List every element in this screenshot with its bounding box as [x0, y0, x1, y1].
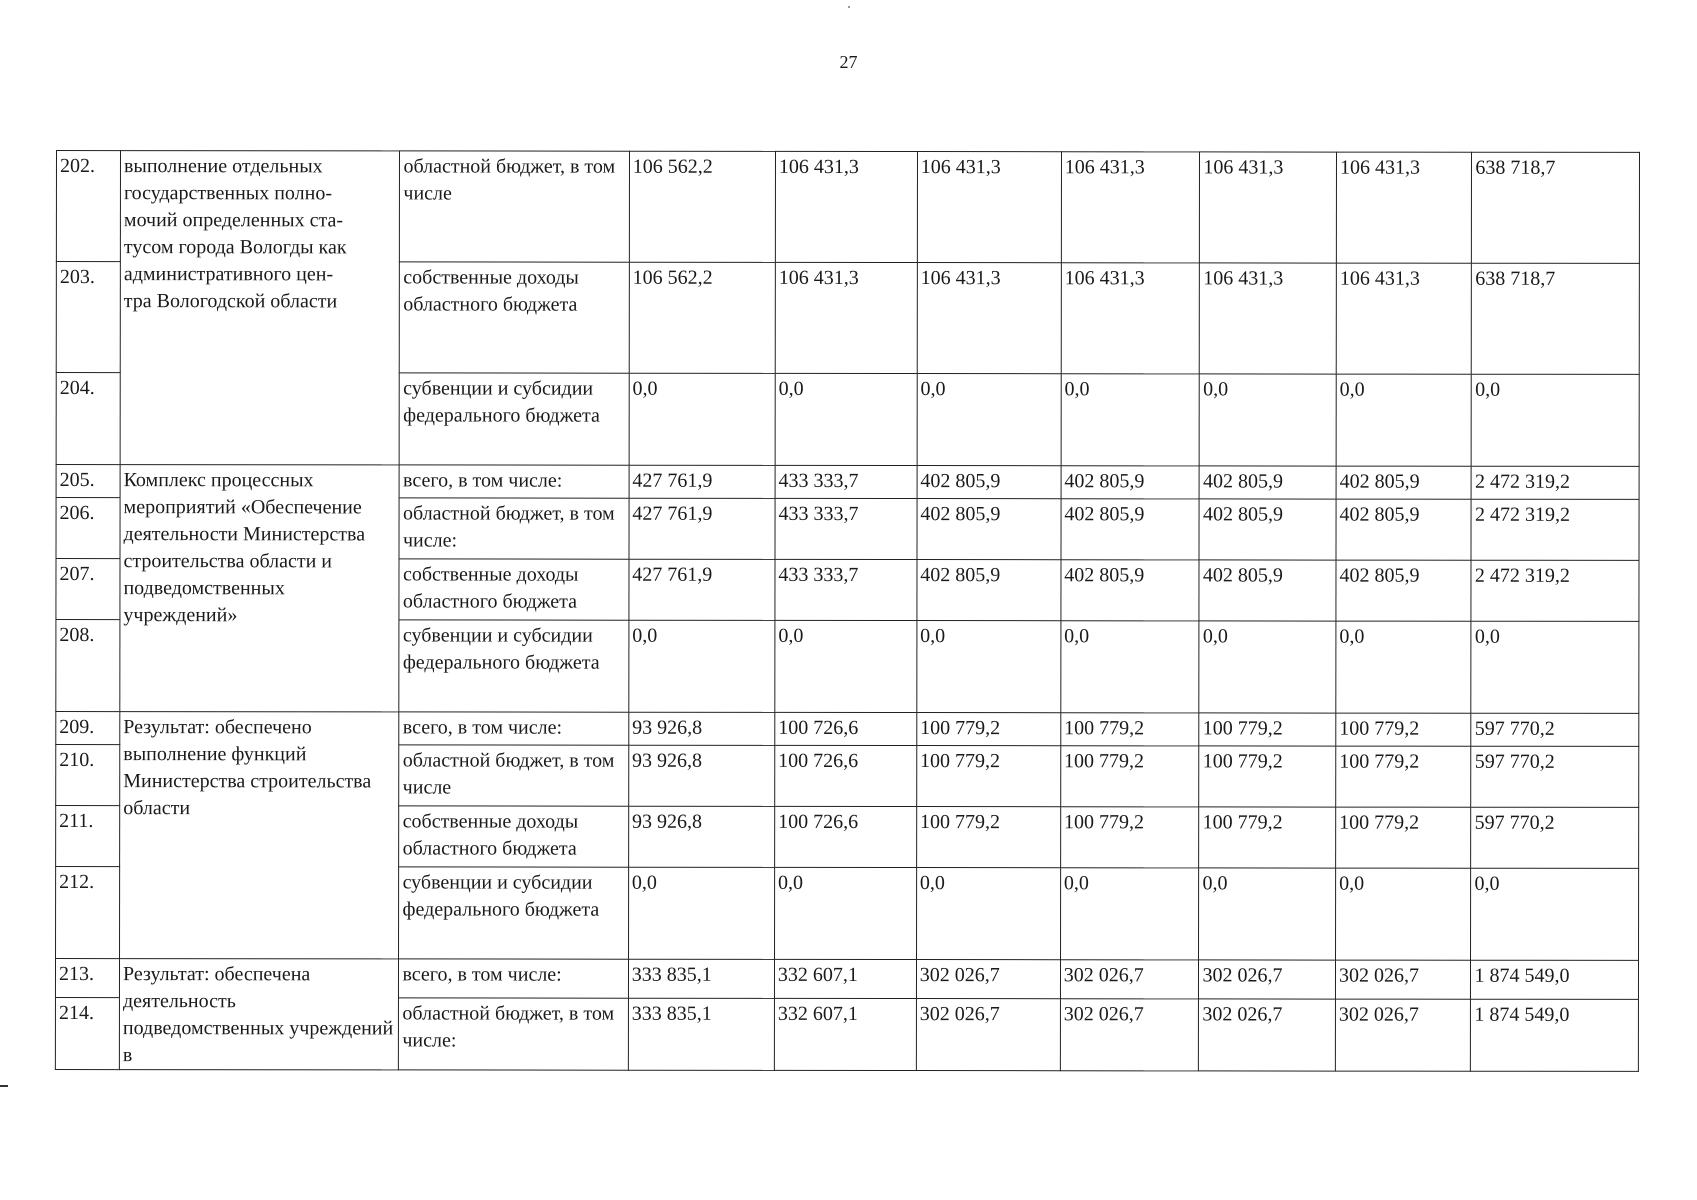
item-description	[120, 151, 400, 465]
value-cell: 0,0	[1335, 868, 1471, 960]
row-number: 205.	[56, 465, 120, 498]
funding-source: областной бюджет, в том числе	[400, 151, 629, 262]
value-cell: 402 805,9	[1336, 560, 1472, 621]
funding-source: всего, в том числе:	[399, 712, 628, 745]
funding-source: собственные доходы областного бюджета	[399, 559, 628, 620]
value-cell: 0,0	[917, 621, 1061, 713]
value-cell: 333 835,1	[628, 998, 774, 1070]
description-line: государственных полно-	[123, 182, 333, 205]
total-cell: 2 472 319,2	[1471, 560, 1639, 621]
value-cell: 402 805,9	[1336, 466, 1472, 499]
item-description: Комплекс процессных мероприятий «Обеспечение деятельности Министерства строительства области и подведомственных учреждений»	[120, 465, 400, 712]
value-cell: 100 726,6	[775, 806, 917, 867]
value-cell: 100 779,2	[1199, 713, 1336, 746]
total-cell: 597 770,2	[1471, 713, 1639, 746]
funding-source: собственные доходы областного бюджета	[399, 806, 628, 867]
value-cell: 0,0	[775, 373, 917, 465]
row-number: 203.	[56, 262, 120, 373]
row-number: 202.	[56, 151, 120, 262]
value-cell: 402 805,9	[1199, 560, 1336, 621]
value-cell: 427 761,9	[629, 559, 775, 620]
table-row	[56, 465, 1639, 500]
value-cell: 402 805,9	[1061, 499, 1200, 560]
funding-source: всего, в том числе:	[399, 959, 628, 998]
scan-margin-mark	[0, 1085, 8, 1087]
value-cell: 100 779,2	[1336, 807, 1472, 868]
value-cell: 0,0	[1061, 374, 1200, 466]
value-cell: 106 431,3	[1200, 152, 1337, 263]
value-cell: 106 562,2	[629, 262, 775, 373]
value-cell: 302 026,7	[1335, 999, 1471, 1071]
value-cell: 100 779,2	[1336, 746, 1472, 807]
value-cell: 0,0	[1199, 621, 1336, 713]
value-cell: 100 779,2	[917, 713, 1061, 746]
table-row	[56, 151, 1639, 264]
row-number: 210.	[56, 745, 120, 806]
value-cell: 100 779,2	[1060, 807, 1199, 868]
row-number: 208.	[56, 620, 120, 712]
funding-source: областной бюджет, в том числе:	[399, 498, 628, 559]
funding-source: собственные доходы областного бюджета	[400, 262, 629, 373]
description-line: выполнение отдельных	[123, 155, 323, 178]
description-line: мочий определенных ста-	[123, 209, 344, 232]
value-cell: 332 607,1	[774, 998, 916, 1070]
value-cell: 100 726,6	[775, 745, 917, 806]
value-cell: 427 761,9	[629, 498, 775, 559]
total-cell: 1 874 549,0	[1471, 999, 1639, 1071]
value-cell: 0,0	[628, 867, 774, 959]
value-cell: 106 431,3	[1061, 152, 1200, 263]
value-cell: 0,0	[629, 373, 775, 465]
value-cell: 100 779,2	[1061, 713, 1200, 746]
description-line: административного цен-	[123, 263, 334, 286]
value-cell: 100 779,2	[1060, 746, 1199, 807]
value-cell: 402 805,9	[1200, 466, 1337, 499]
value-cell: 333 835,1	[628, 959, 774, 998]
value-cell: 100 726,6	[775, 712, 917, 745]
value-cell: 0,0	[775, 620, 917, 712]
value-cell: 100 779,2	[1199, 746, 1336, 807]
value-cell: 106 431,3	[775, 151, 917, 262]
total-cell: 597 770,2	[1471, 746, 1639, 807]
description-line: тра Вологодской области	[123, 290, 338, 313]
funding-source: областной бюджет, в том числе:	[399, 998, 628, 1070]
value-cell: 302 026,7	[1060, 960, 1199, 999]
total-cell: 1 874 549,0	[1471, 960, 1639, 999]
value-cell: 106 431,3	[1336, 152, 1472, 263]
table-row	[55, 959, 1638, 1000]
description-line: тусом города Вологды как	[123, 236, 347, 259]
value-cell: 427 761,9	[629, 465, 775, 498]
value-cell: 0,0	[916, 868, 1060, 960]
value-cell: 433 333,7	[775, 498, 917, 559]
scan-dot	[848, 6, 850, 8]
row-number: 204.	[56, 373, 120, 465]
total-cell: 638 718,7	[1472, 263, 1640, 374]
value-cell: 402 805,9	[917, 560, 1061, 621]
funding-source: субвенции и субсидии федерального бюджета	[399, 867, 628, 959]
value-cell: 402 805,9	[1061, 466, 1200, 499]
item-description: Результат: обеспечено выполнение функций Министерства строительства области	[120, 712, 400, 959]
value-cell: 0,0	[917, 374, 1061, 466]
value-cell: 0,0	[1199, 868, 1336, 960]
value-cell: 433 333,7	[775, 559, 917, 620]
value-cell: 302 026,7	[916, 960, 1060, 999]
value-cell: 93 926,8	[628, 745, 774, 806]
value-cell: 302 026,7	[1199, 960, 1336, 999]
value-cell: 302 026,7	[1199, 999, 1336, 1071]
value-cell: 100 779,2	[1336, 713, 1472, 746]
value-cell: 332 607,1	[774, 959, 916, 998]
value-cell: 0,0	[1336, 621, 1472, 713]
item-description: Результат: обеспечена деятельность подведомственных учреждений в	[119, 959, 399, 1070]
value-cell: 0,0	[774, 867, 916, 959]
total-cell: 597 770,2	[1471, 807, 1639, 868]
funding-source: субвенции и субсидии федерального бюджета	[400, 373, 629, 465]
funding-source: областной бюджет, в том числе	[399, 745, 628, 806]
funding-source: субвенции и субсидии федерального бюджета	[399, 620, 628, 712]
value-cell: 0,0	[1061, 621, 1200, 713]
value-cell: 433 333,7	[775, 465, 917, 498]
value-cell: 402 805,9	[917, 466, 1061, 499]
value-cell: 106 431,3	[917, 152, 1061, 263]
value-cell: 106 431,3	[1336, 263, 1472, 374]
total-cell: 2 472 319,2	[1471, 499, 1639, 560]
budget-table	[55, 150, 1640, 1072]
value-cell: 106 562,2	[629, 151, 775, 262]
total-cell: 2 472 319,2	[1472, 466, 1640, 499]
value-cell: 93 926,8	[628, 806, 774, 867]
row-number: 207.	[56, 559, 120, 620]
value-cell: 302 026,7	[916, 999, 1060, 1071]
value-cell: 0,0	[1200, 374, 1337, 466]
row-number: 209.	[56, 712, 120, 745]
row-number: 206.	[56, 498, 120, 559]
value-cell: 100 779,2	[916, 807, 1060, 868]
value-cell: 302 026,7	[1060, 999, 1199, 1071]
value-cell: 402 805,9	[1199, 499, 1336, 560]
value-cell: 106 431,3	[1061, 263, 1200, 374]
value-cell: 100 779,2	[916, 746, 1060, 807]
value-cell: 302 026,7	[1335, 960, 1471, 999]
total-cell: 0,0	[1472, 374, 1640, 466]
value-cell: 402 805,9	[1336, 499, 1472, 560]
row-number: 211.	[56, 806, 120, 867]
total-cell: 0,0	[1471, 868, 1639, 960]
page-number: 27	[839, 52, 858, 72]
value-cell: 402 805,9	[1061, 560, 1200, 621]
total-cell: 0,0	[1471, 621, 1639, 713]
value-cell: 100 779,2	[1199, 807, 1336, 868]
value-cell: 0,0	[1060, 868, 1199, 960]
table-row	[56, 712, 1639, 747]
value-cell: 106 431,3	[1200, 263, 1337, 374]
value-cell: 93 926,8	[629, 712, 775, 745]
value-cell: 106 431,3	[775, 262, 917, 373]
row-number: 213.	[55, 959, 119, 998]
funding-source: всего, в том числе:	[400, 465, 629, 498]
row-number: 212.	[56, 867, 120, 959]
total-cell: 638 718,7	[1472, 152, 1640, 263]
row-number: 214.	[55, 997, 119, 1069]
value-cell: 402 805,9	[917, 499, 1061, 560]
value-cell: 0,0	[629, 620, 775, 712]
value-cell: 106 431,3	[917, 263, 1061, 374]
value-cell: 0,0	[1336, 374, 1472, 466]
